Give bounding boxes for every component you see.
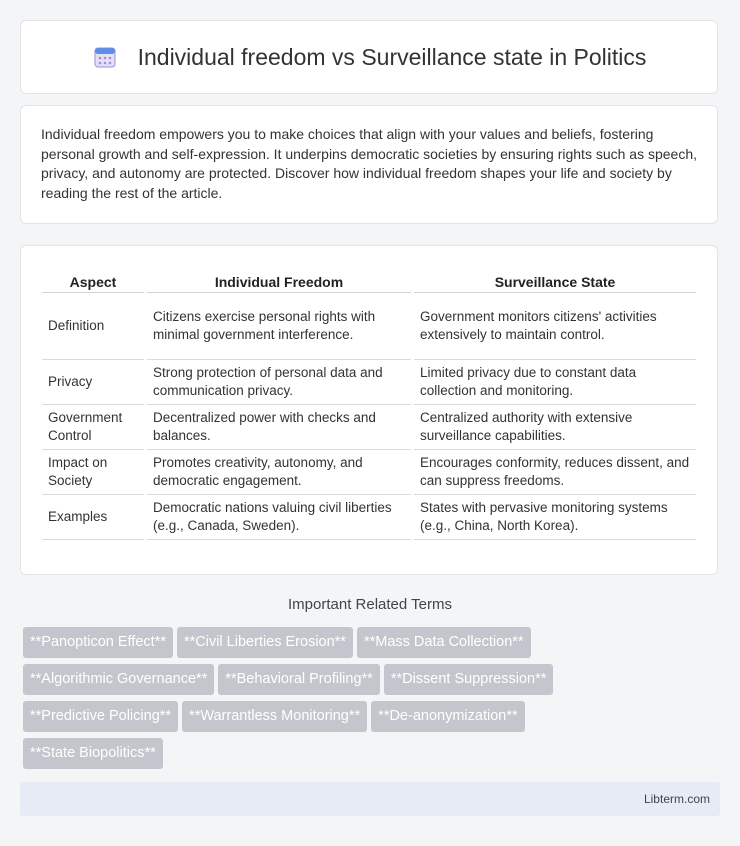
table-header-row [42,266,696,293]
cell-aspect: Impact on Society [42,450,144,495]
term-tag[interactable]: **De-anonymization** [371,701,524,732]
cell-surveillance: Encourages conformity, reduces dissent, and can suppress freedoms. [414,450,696,495]
cell-freedom: Decentralized power with checks and balances. [147,405,411,450]
term-tag[interactable]: **Algorithmic Governance** [23,664,214,695]
header-individual-freedom: Individual Freedom [147,266,411,293]
comparison-table-card [20,245,718,575]
term-tag[interactable]: **Predictive Policing** [23,701,178,732]
term-tag[interactable]: **Warrantless Monitoring** [182,701,367,732]
term-tag[interactable]: **Panopticon Effect** [23,627,173,658]
cell-aspect: Examples [42,495,144,540]
comparison-table [39,266,699,540]
cell-aspect: Privacy [42,360,144,405]
cell-freedom: Citizens exercise personal rights with minimal government interference. [147,293,411,360]
term-tag[interactable]: **Mass Data Collection** [357,627,531,658]
intro-text: Individual freedom empowers you to make choices that align with your values and beliefs, fostering personal growth and self-expression. It underpins democratic societies by ensuring rights such as speech, privacy, and autonomy are protected. Discover how individual freedom shapes your life and society by reading the rest of the article. [41,126,698,201]
footer [20,782,720,816]
footer-site-link[interactable]: Libterm.com [643,792,710,806]
term-tag[interactable]: **State Biopolitics** [23,738,163,769]
header-surveillance-state: Surveillance State [414,266,696,293]
cell-surveillance: Limited privacy due to constant data collection and monitoring. [414,360,696,405]
term-tag[interactable]: **Dissent Suppression** [384,664,554,695]
header-card [20,20,718,94]
header-aspect: Aspect [42,266,144,293]
table-row [42,360,696,405]
related-terms-title: Important Related Terms [288,596,452,613]
intro-card [20,105,718,224]
table-row [42,293,696,360]
term-tag[interactable]: **Behavioral Profiling** [218,664,380,695]
table-row [42,405,696,450]
table-row [42,495,696,540]
cell-freedom: Democratic nations valuing civil liberties (e.g., Canada, Sweden). [147,495,411,540]
term-tag[interactable]: **Civil Liberties Erosion** [177,627,353,658]
page-title: Individual freedom vs Surveillance state in Politics [137,43,647,70]
cell-surveillance: Centralized authority with extensive surveillance capabilities. [414,405,696,450]
cell-surveillance: Government monitors citizens' activities extensively to maintain control. [414,293,696,360]
cell-aspect: Definition [42,293,144,360]
cell-freedom: Strong protection of personal data and communication privacy. [147,360,411,405]
cell-aspect: Government Control [42,405,144,450]
table-row [42,450,696,495]
cell-surveillance: States with pervasive monitoring systems (e.g., China, North Korea). [414,495,696,540]
calendar-icon [92,44,118,70]
related-terms-list [23,627,723,775]
cell-freedom: Promotes creativity, autonomy, and democratic engagement. [147,450,411,495]
